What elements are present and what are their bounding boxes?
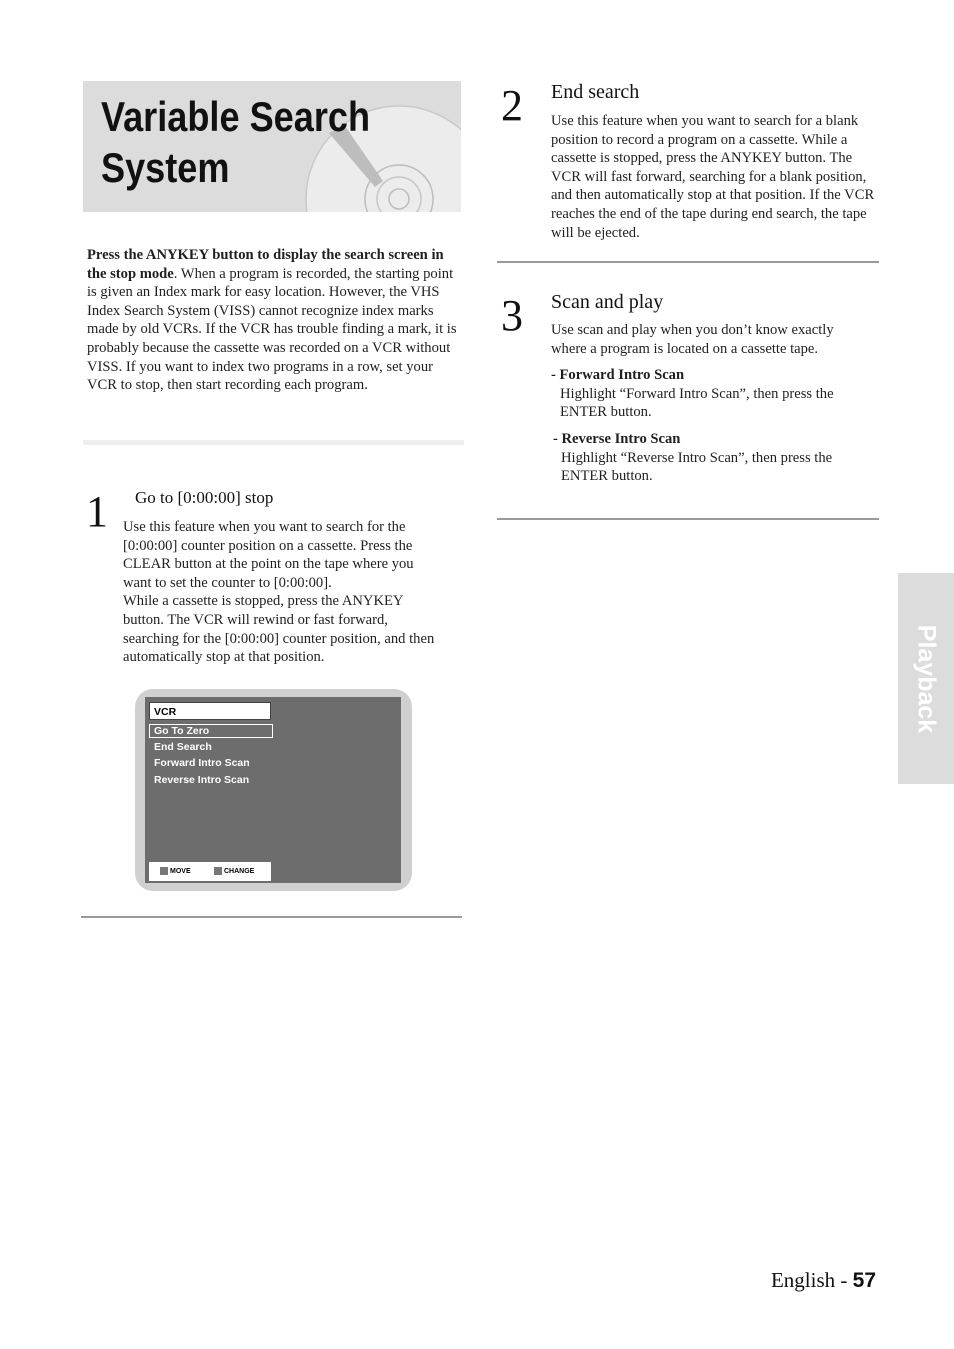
- step-3-number: 3: [501, 291, 523, 340]
- osd-item-forward-intro-scan[interactable]: Forward Intro Scan: [154, 757, 250, 769]
- osd-move-hint: MOVE: [160, 867, 191, 875]
- step-1-number: 1: [86, 487, 108, 536]
- osd-item-end-search[interactable]: End Search: [154, 741, 212, 753]
- page-footer: English - 57: [770, 1268, 876, 1292]
- divider: [497, 518, 879, 520]
- leftright-key-icon: [214, 867, 222, 875]
- step-3-body: Use scan and play when you don’t know exactly where a program is located on a cassette tape.: [551, 322, 834, 357]
- divider: [83, 440, 464, 445]
- osd-footer: [149, 862, 271, 881]
- updown-key-icon: [160, 867, 168, 875]
- step-3-sub-reverse: - Reverse Intro Scan Highlight “Reverse Intro Scan”, then press the ENTER button.: [553, 431, 833, 485]
- osd-item-reverse-intro-scan[interactable]: Reverse Intro Scan: [154, 774, 250, 786]
- step-3-title: Scan and play: [551, 291, 664, 313]
- osd-item-go-to-zero[interactable]: Go To Zero: [154, 725, 210, 737]
- intro-paragraph: Press the ANYKEY button to display the search screen in the stop mode. When a program is recorded, the starting point is given an Index mark for easy location. However, the VHS Index Search System (VISS) cannot recognize index marks made by old VCRs. If the VCR has trouble finding a mark, it is probably because the cassette was recorded on a VCR without VISS. If you want to index two programs in a row, set your VCR to stop, then start recording each program.: [87, 247, 457, 394]
- step-3-sub-forward: - Forward Intro Scan Highlight “Forward Intro Scan”, then press the ENTER button.: [551, 367, 834, 421]
- osd-header: VCR: [149, 702, 271, 720]
- step-2-title: End search: [551, 81, 640, 103]
- step-1-body: Use this feature when you want to search for the [0:00:00] counter position on a cassette. Press the CLEAR button at the point on the tape where you want to set the counter to [0:00:00]. While a cassette is stopped, press the ANYKEY button. The VCR will rewind or fast forward, searching for the [0:00:00] counter position, and then automatically stop at that position.: [123, 519, 435, 666]
- divider: [81, 916, 462, 918]
- title-banner: [83, 81, 461, 212]
- divider: [497, 261, 879, 263]
- section-tab-playback: Playback: [898, 573, 954, 784]
- step-1-title: Go to [0:00:00] stop: [135, 488, 274, 507]
- step-2-number: 2: [501, 81, 523, 130]
- page-title: Variable Search System: [101, 93, 371, 191]
- step-2-body: Use this feature when you want to search for a blank position to record a program on a cassette. While a cassette is stopped, press the ANYKEY button. The VCR will fast forward, searching for a blank position, and then automatically stop at that position. If the VCR reaches the end of the tape during end search, the tape will be ejected.: [551, 113, 875, 241]
- osd-change-hint: CHANGE: [214, 867, 254, 875]
